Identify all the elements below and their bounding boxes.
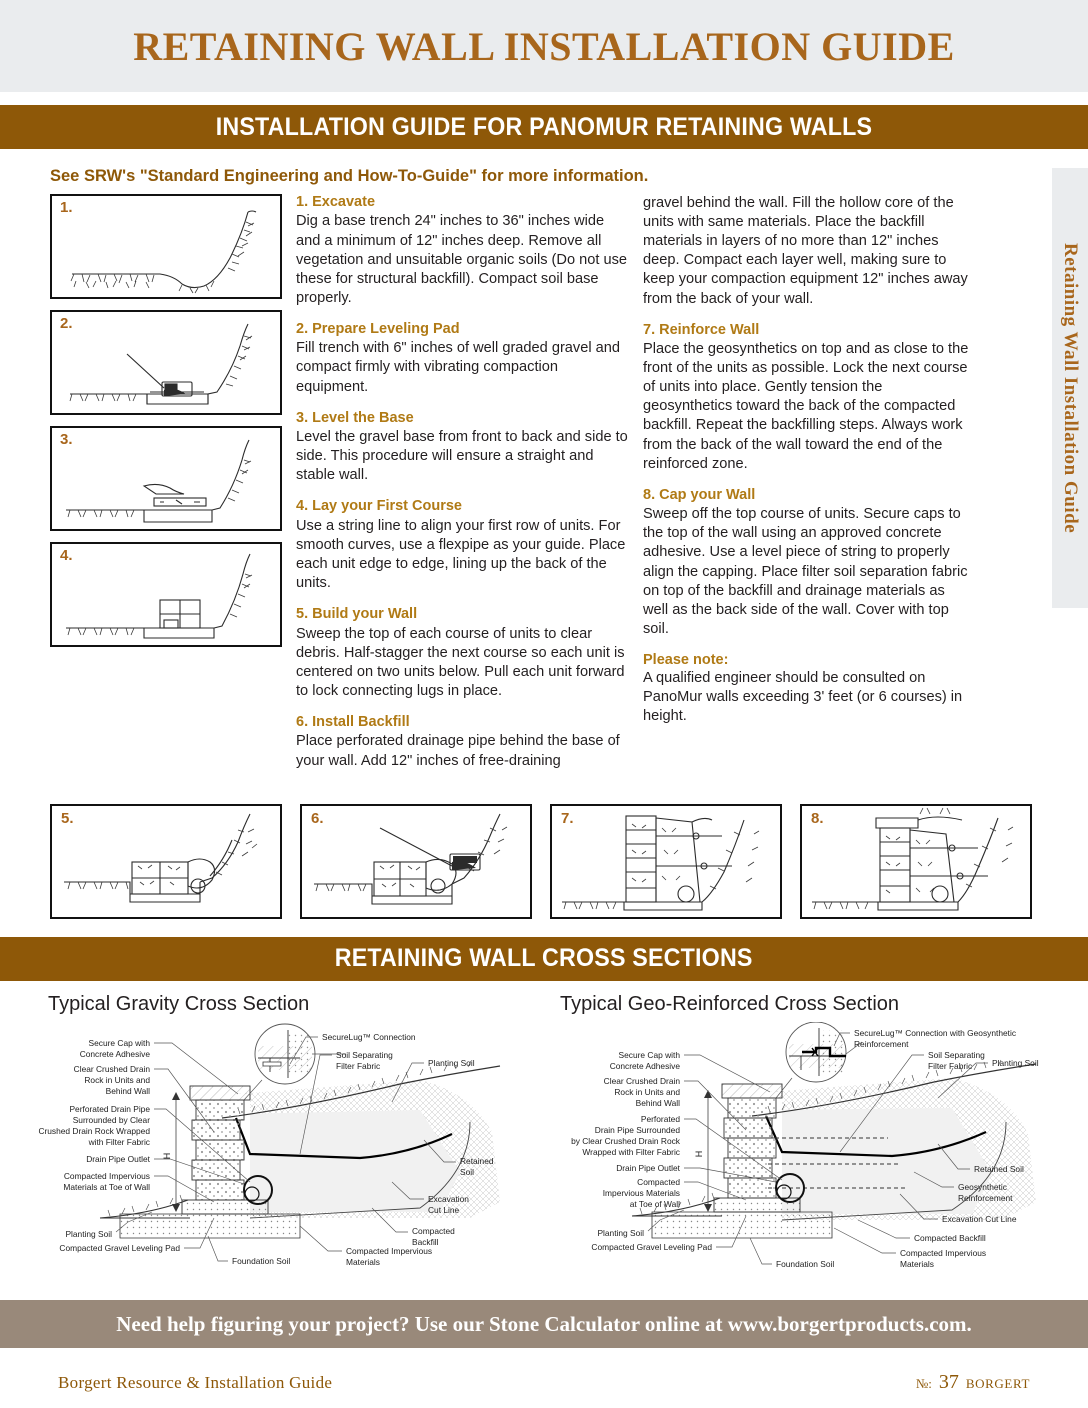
illustration-panel-5: [50, 804, 282, 919]
label-secure-cap-2: Concrete Adhesive: [79, 1048, 150, 1059]
please-note-body: A qualified engineer should be consulted on PanoMur walls exceeding 3' feet (or 6 courses) in height.: [643, 669, 963, 725]
step-6-body: Place perforated drainage pipe behind the base of your wall. Add 12" inches of free-draining: [296, 733, 620, 769]
label-gravel-pad: Compacted Gravel Leveling Pad: [591, 1241, 712, 1252]
label-clear-rock-2: Rock in Units and: [84, 1074, 150, 1085]
illustration-row-5-8: [50, 804, 1088, 919]
illustration-panel-1: [50, 194, 282, 299]
geo-cross-section-figure: [528, 1022, 1068, 1272]
illustration-column-1-4: [50, 194, 282, 784]
step-6-body-continued: gravel behind the wall. Fill the hollow core of the units with same materials. Place the backfill materials in layers of no more than 12" inches deep. Compact each layer well, making sure to keep your compaction equipment 12" inches away from the back of your wall.: [643, 195, 968, 307]
page-title: RETAINING WALL INSTALLATION GUIDE: [133, 23, 955, 69]
label-clear-rock-3: Behind Wall: [635, 1097, 680, 1108]
page-header: [0, 0, 1088, 92]
label-foundation-soil: Foundation Soil: [776, 1258, 835, 1269]
label-foundation-soil: Foundation Soil: [232, 1255, 291, 1266]
label-compacted-imperv-1: Compacted Impervious: [63, 1170, 150, 1181]
step-7-body: Place the geosynthetics on top and as close to the front of the units as possible. Lock the next course of units into place. Gently tension the geosynthetics toward the back of the compacted backfill. Repeat the backfilling steps. Always work from the back of the wall toward the end of the reinforced zone.: [643, 341, 969, 472]
section-banner-installation: [0, 105, 1088, 149]
label-compacted-imperv-right-1: Compacted Impervious: [900, 1247, 987, 1258]
step-2-heading: 2. Prepare Leveling Pad: [296, 320, 460, 337]
step-5-body: Sweep the top of each course of units to clear debris. Half-stagger the next course so each unit is centered on two units below. Pull each unit forward to lock connecting lugs in place.: [296, 625, 625, 699]
label-perf-pipe-4: with Filter Fabric: [88, 1136, 150, 1147]
step-5-heading: 5. Build your Wall: [296, 606, 418, 623]
label-secure-cap-1: Secure Cap with: [618, 1049, 680, 1060]
label-excavation-1: Excavation: [428, 1193, 469, 1204]
step-3-heading: 3. Level the Base: [296, 409, 414, 426]
label-compacted-imperv-2: Materials at Toe of Wall: [63, 1181, 150, 1192]
cross-section-figures: [0, 1022, 1088, 1272]
footer-number-symbol: №:: [915, 1376, 932, 1391]
panel-number: 1.: [60, 199, 73, 216]
step-6-heading: 6. Install Backfill: [296, 714, 410, 731]
section-banner-cross-sections-label: RETAINING WALL CROSS SECTIONS: [335, 944, 753, 973]
label-perf-pipe-1: Perforated: [640, 1113, 680, 1124]
footer-page-number: 37: [938, 1371, 959, 1393]
label-planting-soil-left: Planting Soil: [65, 1228, 112, 1239]
main-content: [0, 194, 1088, 784]
label-perf-pipe-3: Crushed Drain Rock Wrapped: [38, 1125, 150, 1136]
reinforce-wall-icon: [552, 806, 780, 917]
step-4-body: Use a string line to align your first row of units. For smooth curves, use a flexpipe as your guide. Place each unit edge to edge, lining up the back of the units.: [296, 517, 626, 592]
label-compacted-imperv-right-2: Materials: [900, 1258, 934, 1269]
cross-sections-section: [0, 937, 1088, 1272]
install-backfill-icon: [302, 806, 530, 917]
label-compacted-imperv-1: Compacted: [637, 1176, 680, 1187]
step-3-body: Level the gravel base from front to back and side to side. This procedure will ensure a straight and stable wall.: [296, 429, 628, 484]
label-soil-sep-1: Soil Separating: [336, 1049, 393, 1060]
illustration-panel-8: [800, 804, 1032, 919]
geo-cross-section-drawing: [528, 1022, 1068, 1272]
illustration-panel-7: [550, 804, 782, 919]
label-compacted-backfill-1: Compacted: [412, 1225, 455, 1236]
label-planting-soil-right: Planting Soil: [428, 1057, 475, 1068]
label-retained-soil: Retained Soil: [974, 1163, 1024, 1174]
section-banner-installation-label: INSTALLATION GUIDE FOR PANOMUR RETAINING WALLS: [215, 112, 873, 141]
label-clear-rock-1: Clear Crushed Drain: [603, 1075, 680, 1086]
step-8-body: Sweep off the top course of units. Secure caps to the top of the wall using an approved concrete adhesive. Use a level piece of string to properly align the capping. Place filter soil separation fabric on top of the backfill and drainage materials as well as the back side of the wall. Cover with top soil.: [643, 506, 968, 637]
gravity-cross-section-figure: [0, 1022, 528, 1272]
label-soil-sep-2: Filter Fabric: [928, 1060, 973, 1071]
level-the-base-icon: [52, 428, 280, 529]
step-7-heading: 7. Reinforce Wall: [643, 321, 760, 338]
first-course-icon: [52, 544, 280, 645]
label-perf-pipe-4: Wrapped with Filter Fabric: [582, 1146, 680, 1157]
label-geosynthetic-1: Geosynthetic: [958, 1181, 1007, 1192]
height-dimension-label: H: [162, 1152, 172, 1159]
promo-text: Need help figuring your project? Use our Stone Calculator online at www.borgertproducts.com.: [116, 1311, 972, 1336]
leveling-pad-compaction-icon: [52, 312, 280, 413]
label-compacted-imperv-2: Impervious Materials: [602, 1187, 680, 1198]
footer-page-info: [916, 1371, 1030, 1394]
label-perf-pipe-2: Drain Pipe Surrounded: [594, 1124, 680, 1135]
step-1-heading: 1. Excavate: [296, 194, 376, 210]
srw-reference-note: See SRW's "Standard Engineering and How-To-Guide" for more information.: [50, 167, 649, 185]
section-banner-cross-sections: [0, 937, 1088, 981]
page-footer: [0, 1371, 1088, 1394]
label-soil-sep-2: Filter Fabric: [336, 1060, 381, 1071]
label-retained-1: Retained: [460, 1155, 494, 1166]
build-wall-icon: [52, 806, 280, 917]
label-compacted-imperv-3: at Toe of Wall: [629, 1198, 680, 1209]
label-gravel-pad: Compacted Gravel Leveling Pad: [59, 1242, 180, 1253]
label-secure-cap-1: Secure Cap with: [88, 1037, 150, 1048]
footer-brand: BORGERT: [965, 1376, 1030, 1391]
promo-banner: [0, 1300, 1088, 1348]
step-1-body: Dig a base trench 24" inches to 36" inches wide and a minimum of 12" inches deep. Remove all vegetation and unsuitable organic soils (Do not use these for structural backfill). Compact soil base properly.: [296, 213, 628, 306]
excavation-diagram-icon: [52, 196, 280, 297]
label-clear-rock-3: Behind Wall: [105, 1085, 150, 1096]
step-8-heading: 8. Cap your Wall: [643, 486, 756, 503]
label-perf-pipe-2: Surrounded by Clear: [72, 1114, 150, 1125]
side-tab-label: Retaining Wall Installation Guide: [1060, 242, 1081, 534]
footer-guide-title: Borgert Resource & Installation Guide: [58, 1373, 333, 1392]
label-secure-cap-2: Concrete Adhesive: [609, 1060, 680, 1071]
panel-number: 7.: [561, 809, 574, 827]
panel-number: 6.: [311, 809, 324, 827]
illustration-panel-2: [50, 310, 282, 415]
label-perf-pipe-3: by Clear Crushed Drain Rock: [571, 1135, 680, 1146]
label-compacted-imperv-right-1: Compacted Impervious: [346, 1245, 433, 1256]
step-4-heading: 4. Lay your First Course: [296, 498, 462, 515]
instruction-text-columns: [296, 194, 973, 784]
instructions-column-right: [643, 194, 973, 784]
label-compacted-imperv-right-2: Materials: [346, 1256, 380, 1267]
panel-number: 2.: [60, 315, 73, 332]
label-perf-pipe-1: Perforated Drain Pipe: [69, 1103, 150, 1114]
panel-number: 4.: [60, 547, 73, 564]
label-geosynthetic-2: Reinforcement: [958, 1192, 1013, 1203]
geo-cross-section-title: Typical Geo-Reinforced Cross Section: [560, 992, 900, 1015]
label-excavation-cut-line: Excavation Cut Line: [942, 1213, 1017, 1224]
label-clear-rock-2: Rock in Units and: [614, 1086, 680, 1097]
instructions-column-left: [296, 194, 629, 784]
label-compacted-backfill: Compacted Backfill: [914, 1232, 986, 1243]
label-drain-outlet: Drain Pipe Outlet: [616, 1162, 680, 1173]
cross-section-titles: [0, 993, 1088, 1016]
label-drain-outlet: Drain Pipe Outlet: [86, 1153, 150, 1164]
label-retained-2: Soil: [460, 1166, 474, 1177]
label-excavation-2: Cut Line: [428, 1204, 460, 1215]
label-securelug: SecureLug™ Connection: [322, 1031, 416, 1042]
label-clear-rock-1: Clear Crushed Drain: [73, 1063, 150, 1074]
label-securelug-1: SecureLug™ Connection with Geosynthetic: [854, 1027, 1017, 1038]
step-2-body: Fill trench with 6" inches of well graded gravel and compact firmly with vibrating compaction equipment.: [296, 340, 620, 395]
illustration-panel-3: [50, 426, 282, 531]
height-dimension-label: H: [694, 1150, 704, 1157]
illustration-panel-4: [50, 542, 282, 647]
label-soil-sep-1: Soil Separating: [928, 1049, 985, 1060]
gravity-cross-section-drawing: [0, 1022, 528, 1272]
gravity-cross-section-title: Typical Gravity Cross Section: [48, 992, 310, 1015]
please-note-heading: Please note:: [643, 651, 729, 668]
label-planting-soil-right: Planting Soil: [992, 1057, 1039, 1068]
label-securelug-2: Reinforcement: [854, 1038, 909, 1049]
panel-number: 8.: [811, 809, 824, 827]
label-compacted-backfill-2: Backfill: [412, 1236, 439, 1247]
label-planting-soil-left: Planting Soil: [597, 1227, 644, 1238]
panel-number: 3.: [60, 431, 73, 448]
illustration-panel-6: [300, 804, 532, 919]
panel-number: 5.: [61, 809, 74, 827]
cap-wall-icon: [802, 806, 1030, 917]
